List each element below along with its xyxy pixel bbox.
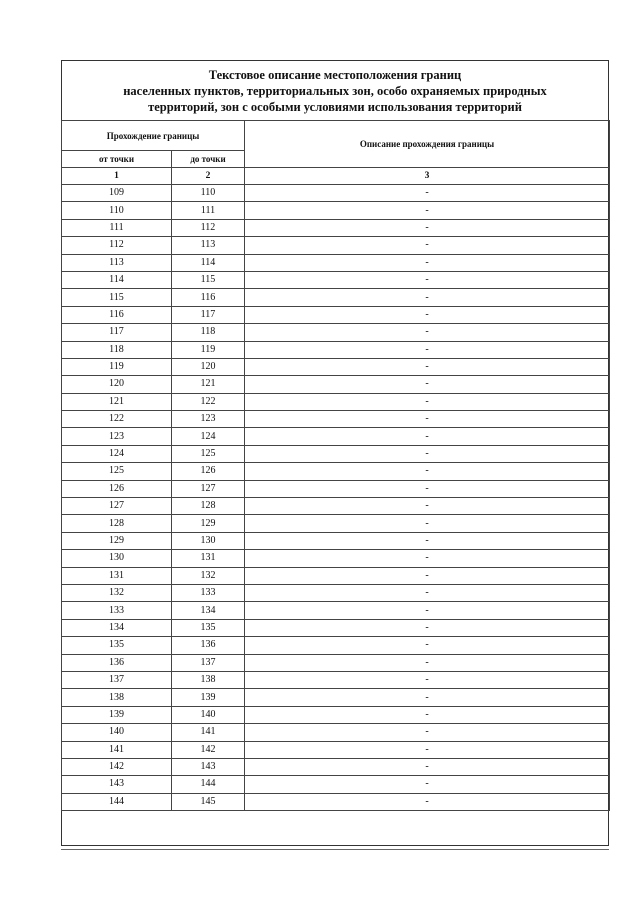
cell-description: - [245, 741, 610, 758]
cell-description: - [245, 671, 610, 688]
table-row [62, 758, 610, 775]
cell-description: - [245, 550, 610, 567]
table-row [62, 567, 610, 584]
cell-description: - [245, 724, 610, 741]
cell-from-point: 144 [62, 793, 172, 810]
cell-to-point: 114 [172, 254, 245, 271]
bottom-rule [61, 849, 609, 850]
table-row [62, 602, 610, 619]
cell-to-point: 137 [172, 654, 245, 671]
title-line-3: территорий, зон с особыми условиями использования территорий [148, 100, 522, 114]
cell-to-point: 134 [172, 602, 245, 619]
table-row [62, 550, 610, 567]
cell-from-point: 119 [62, 358, 172, 375]
cell-from-point: 130 [62, 550, 172, 567]
cell-from-point: 142 [62, 758, 172, 775]
cell-from-point: 128 [62, 515, 172, 532]
cell-from-point: 121 [62, 393, 172, 410]
cell-description: - [245, 758, 610, 775]
cell-from-point: 111 [62, 219, 172, 236]
column-number-2: 2 [172, 168, 245, 185]
cell-description: - [245, 376, 610, 393]
table-row [62, 619, 610, 636]
cell-to-point: 122 [172, 393, 245, 410]
cell-to-point: 110 [172, 185, 245, 202]
cell-description: - [245, 480, 610, 497]
cell-description: - [245, 358, 610, 375]
table-row [62, 654, 610, 671]
cell-description: - [245, 706, 610, 723]
table-row [62, 671, 610, 688]
cell-from-point: 126 [62, 480, 172, 497]
table-row [62, 202, 610, 219]
cell-description: - [245, 219, 610, 236]
cell-from-point: 141 [62, 741, 172, 758]
cell-to-point: 124 [172, 428, 245, 445]
cell-from-point: 135 [62, 637, 172, 654]
cell-to-point: 141 [172, 724, 245, 741]
table-row [62, 306, 610, 323]
cell-from-point: 112 [62, 237, 172, 254]
cell-description: - [245, 271, 610, 288]
cell-from-point: 114 [62, 271, 172, 288]
cell-description: - [245, 411, 610, 428]
cell-description: - [245, 584, 610, 601]
cell-description: - [245, 428, 610, 445]
cell-to-point: 144 [172, 776, 245, 793]
table-row [62, 637, 610, 654]
table-row [62, 706, 610, 723]
cell-from-point: 129 [62, 532, 172, 549]
cell-from-point: 133 [62, 602, 172, 619]
cell-from-point: 140 [62, 724, 172, 741]
table-row [62, 254, 610, 271]
cell-to-point: 128 [172, 498, 245, 515]
cell-from-point: 113 [62, 254, 172, 271]
cell-from-point: 123 [62, 428, 172, 445]
cell-description: - [245, 463, 610, 480]
table-row [62, 219, 610, 236]
cell-to-point: 116 [172, 289, 245, 306]
cell-to-point: 121 [172, 376, 245, 393]
cell-from-point: 132 [62, 584, 172, 601]
cell-description: - [245, 619, 610, 636]
table-row [62, 498, 610, 515]
cell-to-point: 127 [172, 480, 245, 497]
cell-description: - [245, 306, 610, 323]
title-line-1: Текстовое описание местоположения границ [208, 68, 462, 82]
table-row [62, 463, 610, 480]
table-row [62, 411, 610, 428]
cell-to-point: 123 [172, 411, 245, 428]
cell-from-point: 120 [62, 376, 172, 393]
table-row [62, 289, 610, 306]
cell-description: - [245, 689, 610, 706]
cell-from-point: 131 [62, 567, 172, 584]
cell-description: - [245, 567, 610, 584]
table-row [62, 376, 610, 393]
cell-from-point: 122 [62, 411, 172, 428]
cell-from-point: 115 [62, 289, 172, 306]
cell-description: - [245, 637, 610, 654]
cell-to-point: 125 [172, 445, 245, 462]
cell-from-point: 136 [62, 654, 172, 671]
cell-from-point: 139 [62, 706, 172, 723]
cell-to-point: 130 [172, 532, 245, 549]
header-description: Описание прохождения границы [245, 121, 610, 168]
cell-to-point: 126 [172, 463, 245, 480]
column-number-1: 1 [62, 168, 172, 185]
cell-to-point: 131 [172, 550, 245, 567]
table-row [62, 584, 610, 601]
cell-to-point: 111 [172, 202, 245, 219]
table-row [62, 480, 610, 497]
cell-description: - [245, 498, 610, 515]
table-row [62, 185, 610, 202]
header-from-point: от точки [62, 151, 172, 168]
table-row [62, 532, 610, 549]
cell-from-point: 110 [62, 202, 172, 219]
cell-to-point: 115 [172, 271, 245, 288]
cell-from-point: 124 [62, 445, 172, 462]
table-row [62, 271, 610, 288]
boundary-table [61, 120, 610, 811]
table-row [62, 515, 610, 532]
cell-to-point: 143 [172, 758, 245, 775]
cell-to-point: 138 [172, 671, 245, 688]
cell-to-point: 129 [172, 515, 245, 532]
cell-to-point: 119 [172, 341, 245, 358]
cell-description: - [245, 532, 610, 549]
cell-to-point: 113 [172, 237, 245, 254]
cell-description: - [245, 445, 610, 462]
header-to-point: до точки [172, 151, 245, 168]
cell-description: - [245, 341, 610, 358]
table-row [62, 393, 610, 410]
cell-to-point: 133 [172, 584, 245, 601]
cell-from-point: 127 [62, 498, 172, 515]
table-row [62, 237, 610, 254]
cell-to-point: 120 [172, 358, 245, 375]
document-frame [61, 60, 609, 846]
column-number-3: 3 [245, 168, 610, 185]
cell-to-point: 136 [172, 637, 245, 654]
cell-from-point: 138 [62, 689, 172, 706]
cell-to-point: 132 [172, 567, 245, 584]
cell-to-point: 112 [172, 219, 245, 236]
cell-description: - [245, 202, 610, 219]
cell-description: - [245, 515, 610, 532]
table-row [62, 324, 610, 341]
cell-from-point: 125 [62, 463, 172, 480]
cell-description: - [245, 654, 610, 671]
table-row [62, 776, 610, 793]
cell-from-point: 143 [62, 776, 172, 793]
table-row [62, 724, 610, 741]
table-row [62, 428, 610, 445]
cell-to-point: 139 [172, 689, 245, 706]
cell-description: - [245, 324, 610, 341]
table-row [62, 358, 610, 375]
cell-to-point: 135 [172, 619, 245, 636]
cell-from-point: 109 [62, 185, 172, 202]
cell-to-point: 145 [172, 793, 245, 810]
cell-from-point: 137 [62, 671, 172, 688]
cell-description: - [245, 185, 610, 202]
cell-description: - [245, 237, 610, 254]
table-row [62, 741, 610, 758]
cell-description: - [245, 289, 610, 306]
cell-to-point: 118 [172, 324, 245, 341]
header-boundary-passage: Прохождение границы [62, 121, 245, 151]
cell-to-point: 142 [172, 741, 245, 758]
cell-from-point: 118 [62, 341, 172, 358]
cell-description: - [245, 254, 610, 271]
cell-description: - [245, 776, 610, 793]
cell-to-point: 117 [172, 306, 245, 323]
cell-from-point: 117 [62, 324, 172, 341]
cell-from-point: 134 [62, 619, 172, 636]
cell-description: - [245, 393, 610, 410]
table-row [62, 341, 610, 358]
document-title [62, 61, 608, 118]
table-row [62, 689, 610, 706]
cell-to-point: 140 [172, 706, 245, 723]
table-row [62, 793, 610, 810]
cell-from-point: 116 [62, 306, 172, 323]
cell-description: - [245, 793, 610, 810]
title-line-2: населенных пунктов, территориальных зон, особо охраняемых природных [123, 84, 547, 98]
table-row [62, 445, 610, 462]
cell-description: - [245, 602, 610, 619]
